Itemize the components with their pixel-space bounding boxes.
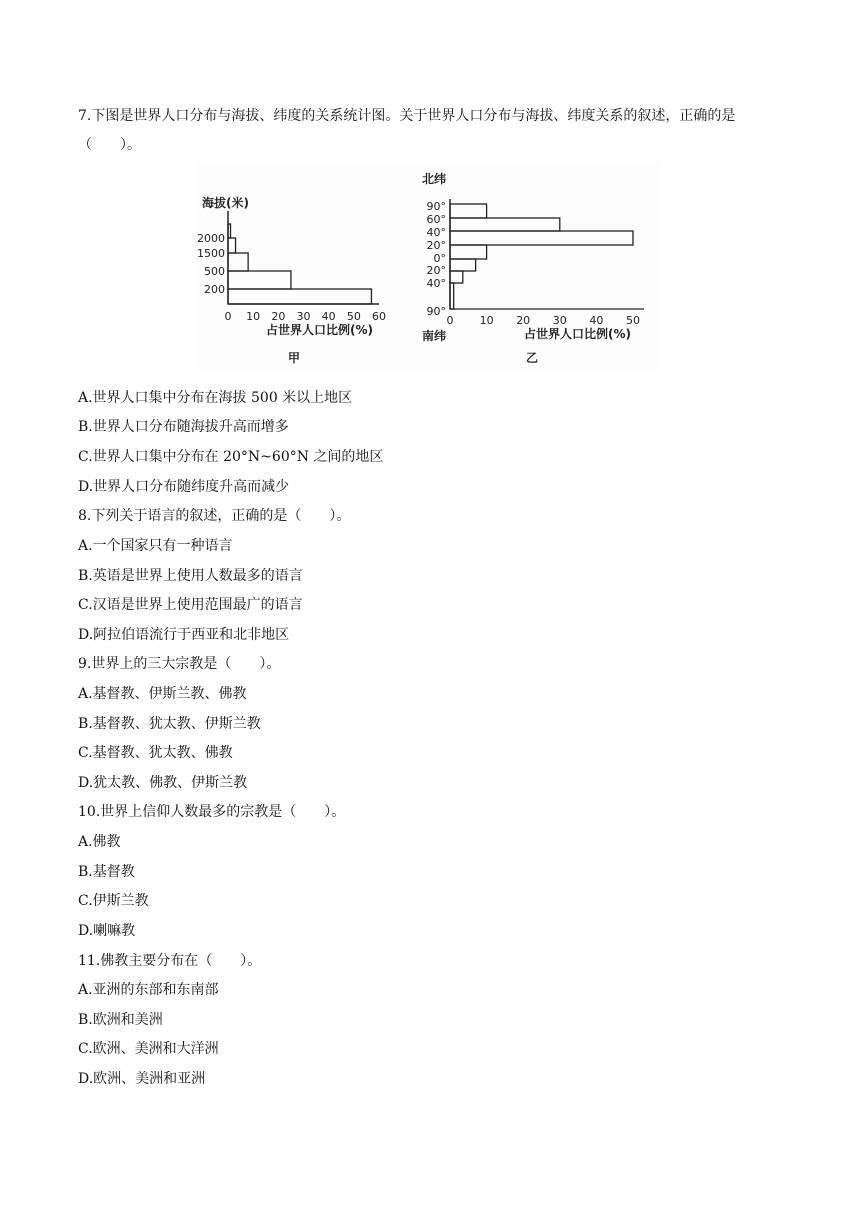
yi-x-tick-label: 20 bbox=[516, 314, 531, 327]
yi-category-label: 40° bbox=[426, 277, 446, 290]
question-7-option-c: C.世界人口集中分布在 20°N~60°N 之间的地区 bbox=[78, 449, 384, 465]
yi-category-label: 20° bbox=[426, 264, 446, 277]
jia-caption: 甲 bbox=[288, 351, 301, 365]
question-10-option-b: B.基督教 bbox=[78, 864, 135, 880]
question-11-option-d: D.欧洲、美洲和亚洲 bbox=[78, 1071, 206, 1087]
yi-category-label: 40° bbox=[426, 226, 446, 239]
jia-xlabel: 占世界人口比例(%) bbox=[266, 323, 373, 337]
charts-svg bbox=[196, 163, 661, 370]
yi-bar bbox=[450, 271, 463, 283]
question-9-stem: 9.世界上的三大宗教是（ ）。 bbox=[78, 656, 281, 672]
question-10-option-c: C.伊斯兰教 bbox=[78, 893, 149, 909]
jia-x-tick-label: 10 bbox=[246, 310, 261, 323]
question-7-option-a: A.世界人口集中分布在海拔 500 米以上地区 bbox=[78, 390, 353, 406]
yi-xlabel: 占世界人口比例(%) bbox=[524, 327, 631, 341]
question-11-option-c: C.欧洲、美洲和大洋洲 bbox=[78, 1041, 219, 1057]
jia-category-label: 500 bbox=[204, 265, 225, 278]
population-charts-figure bbox=[196, 163, 661, 370]
yi-ylabel-bottom: 南纬 bbox=[422, 329, 447, 343]
yi-x-tick-label: 0 bbox=[446, 314, 454, 327]
question-11-stem: 11.佛教主要分布在（ ）。 bbox=[78, 953, 262, 969]
chart-jia bbox=[197, 195, 386, 365]
question-11-option-a: A.亚洲的东部和东南部 bbox=[78, 982, 219, 998]
jia-bar bbox=[228, 271, 291, 289]
yi-category-label: 20° bbox=[426, 239, 446, 252]
yi-bar bbox=[450, 218, 560, 231]
jia-ylabel: 海拔(米) bbox=[202, 196, 249, 210]
yi-category-label: 90° bbox=[426, 305, 446, 318]
question-9-option-a: A.基督教、伊斯兰教、佛教 bbox=[78, 686, 247, 702]
question-8-stem: 8.下列关于语言的叙述，正确的是（ ）。 bbox=[78, 508, 351, 524]
jia-x-tick-label: 30 bbox=[296, 310, 311, 323]
question-7-stem: 7.下图是世界人口分布与海拔、纬度的关系统计图。关于世界人口分布与海拔、纬度关系的叙述，正确的是（ ）。 bbox=[78, 108, 736, 153]
yi-bar bbox=[450, 259, 476, 271]
question-8-option-b: B.英语是世界上使用人数最多的语言 bbox=[78, 568, 303, 584]
yi-bar bbox=[450, 231, 633, 245]
yi-x-tick-label: 10 bbox=[479, 314, 494, 327]
jia-category-label: 2000 bbox=[197, 232, 225, 245]
jia-x-tick-label: 20 bbox=[271, 310, 286, 323]
question-9-option-d: D.犹太教、佛教、伊斯兰教 bbox=[78, 775, 248, 791]
jia-category-label: 1500 bbox=[197, 247, 225, 260]
question-11-option-b: B.欧洲和美洲 bbox=[78, 1012, 163, 1028]
question-9-option-b: B.基督教、犹太教、伊斯兰教 bbox=[78, 716, 261, 732]
yi-category-label: 90° bbox=[426, 200, 446, 213]
question-8-option-c: C.汉语是世界上使用范围最广的语言 bbox=[78, 597, 303, 613]
jia-x-tick-label: 50 bbox=[346, 310, 361, 323]
jia-bar bbox=[228, 224, 231, 238]
question-10-option-d: D.喇嘛教 bbox=[78, 923, 136, 939]
question-10-option-a: A.佛教 bbox=[78, 834, 121, 850]
yi-x-tick-label: 50 bbox=[626, 314, 640, 327]
yi-bar bbox=[450, 204, 487, 218]
question-7-option-b: B.世界人口分布随海拔升高而增多 bbox=[78, 419, 289, 435]
yi-bar bbox=[450, 245, 487, 259]
jia-x-tick-label: 60 bbox=[372, 310, 386, 323]
question-8-option-a: A.一个国家只有一种语言 bbox=[78, 538, 233, 554]
jia-category-label: 200 bbox=[204, 283, 225, 296]
yi-category-label: 0° bbox=[433, 252, 446, 265]
jia-bar bbox=[228, 238, 236, 253]
yi-bar bbox=[450, 283, 454, 309]
yi-caption: 乙 bbox=[526, 351, 539, 365]
jia-bar bbox=[228, 253, 248, 271]
question-8-option-d: D.阿拉伯语流行于西亚和北非地区 bbox=[78, 627, 290, 643]
question-7-option-d: D.世界人口分布随纬度升高而减少 bbox=[78, 479, 290, 495]
jia-x-tick-label: 0 bbox=[224, 310, 232, 323]
yi-x-tick-label: 40 bbox=[589, 314, 604, 327]
chart-yi bbox=[422, 171, 644, 365]
yi-ylabel-top: 北纬 bbox=[422, 172, 447, 186]
jia-bar bbox=[228, 289, 371, 304]
yi-x-tick-label: 30 bbox=[552, 314, 567, 327]
question-10-stem: 10.世界上信仰人数最多的宗教是（ ）。 bbox=[78, 804, 346, 820]
yi-category-label: 60° bbox=[426, 213, 446, 226]
jia-x-tick-label: 40 bbox=[321, 310, 336, 323]
question-9-option-c: C.基督教、犹太教、佛教 bbox=[78, 745, 233, 761]
